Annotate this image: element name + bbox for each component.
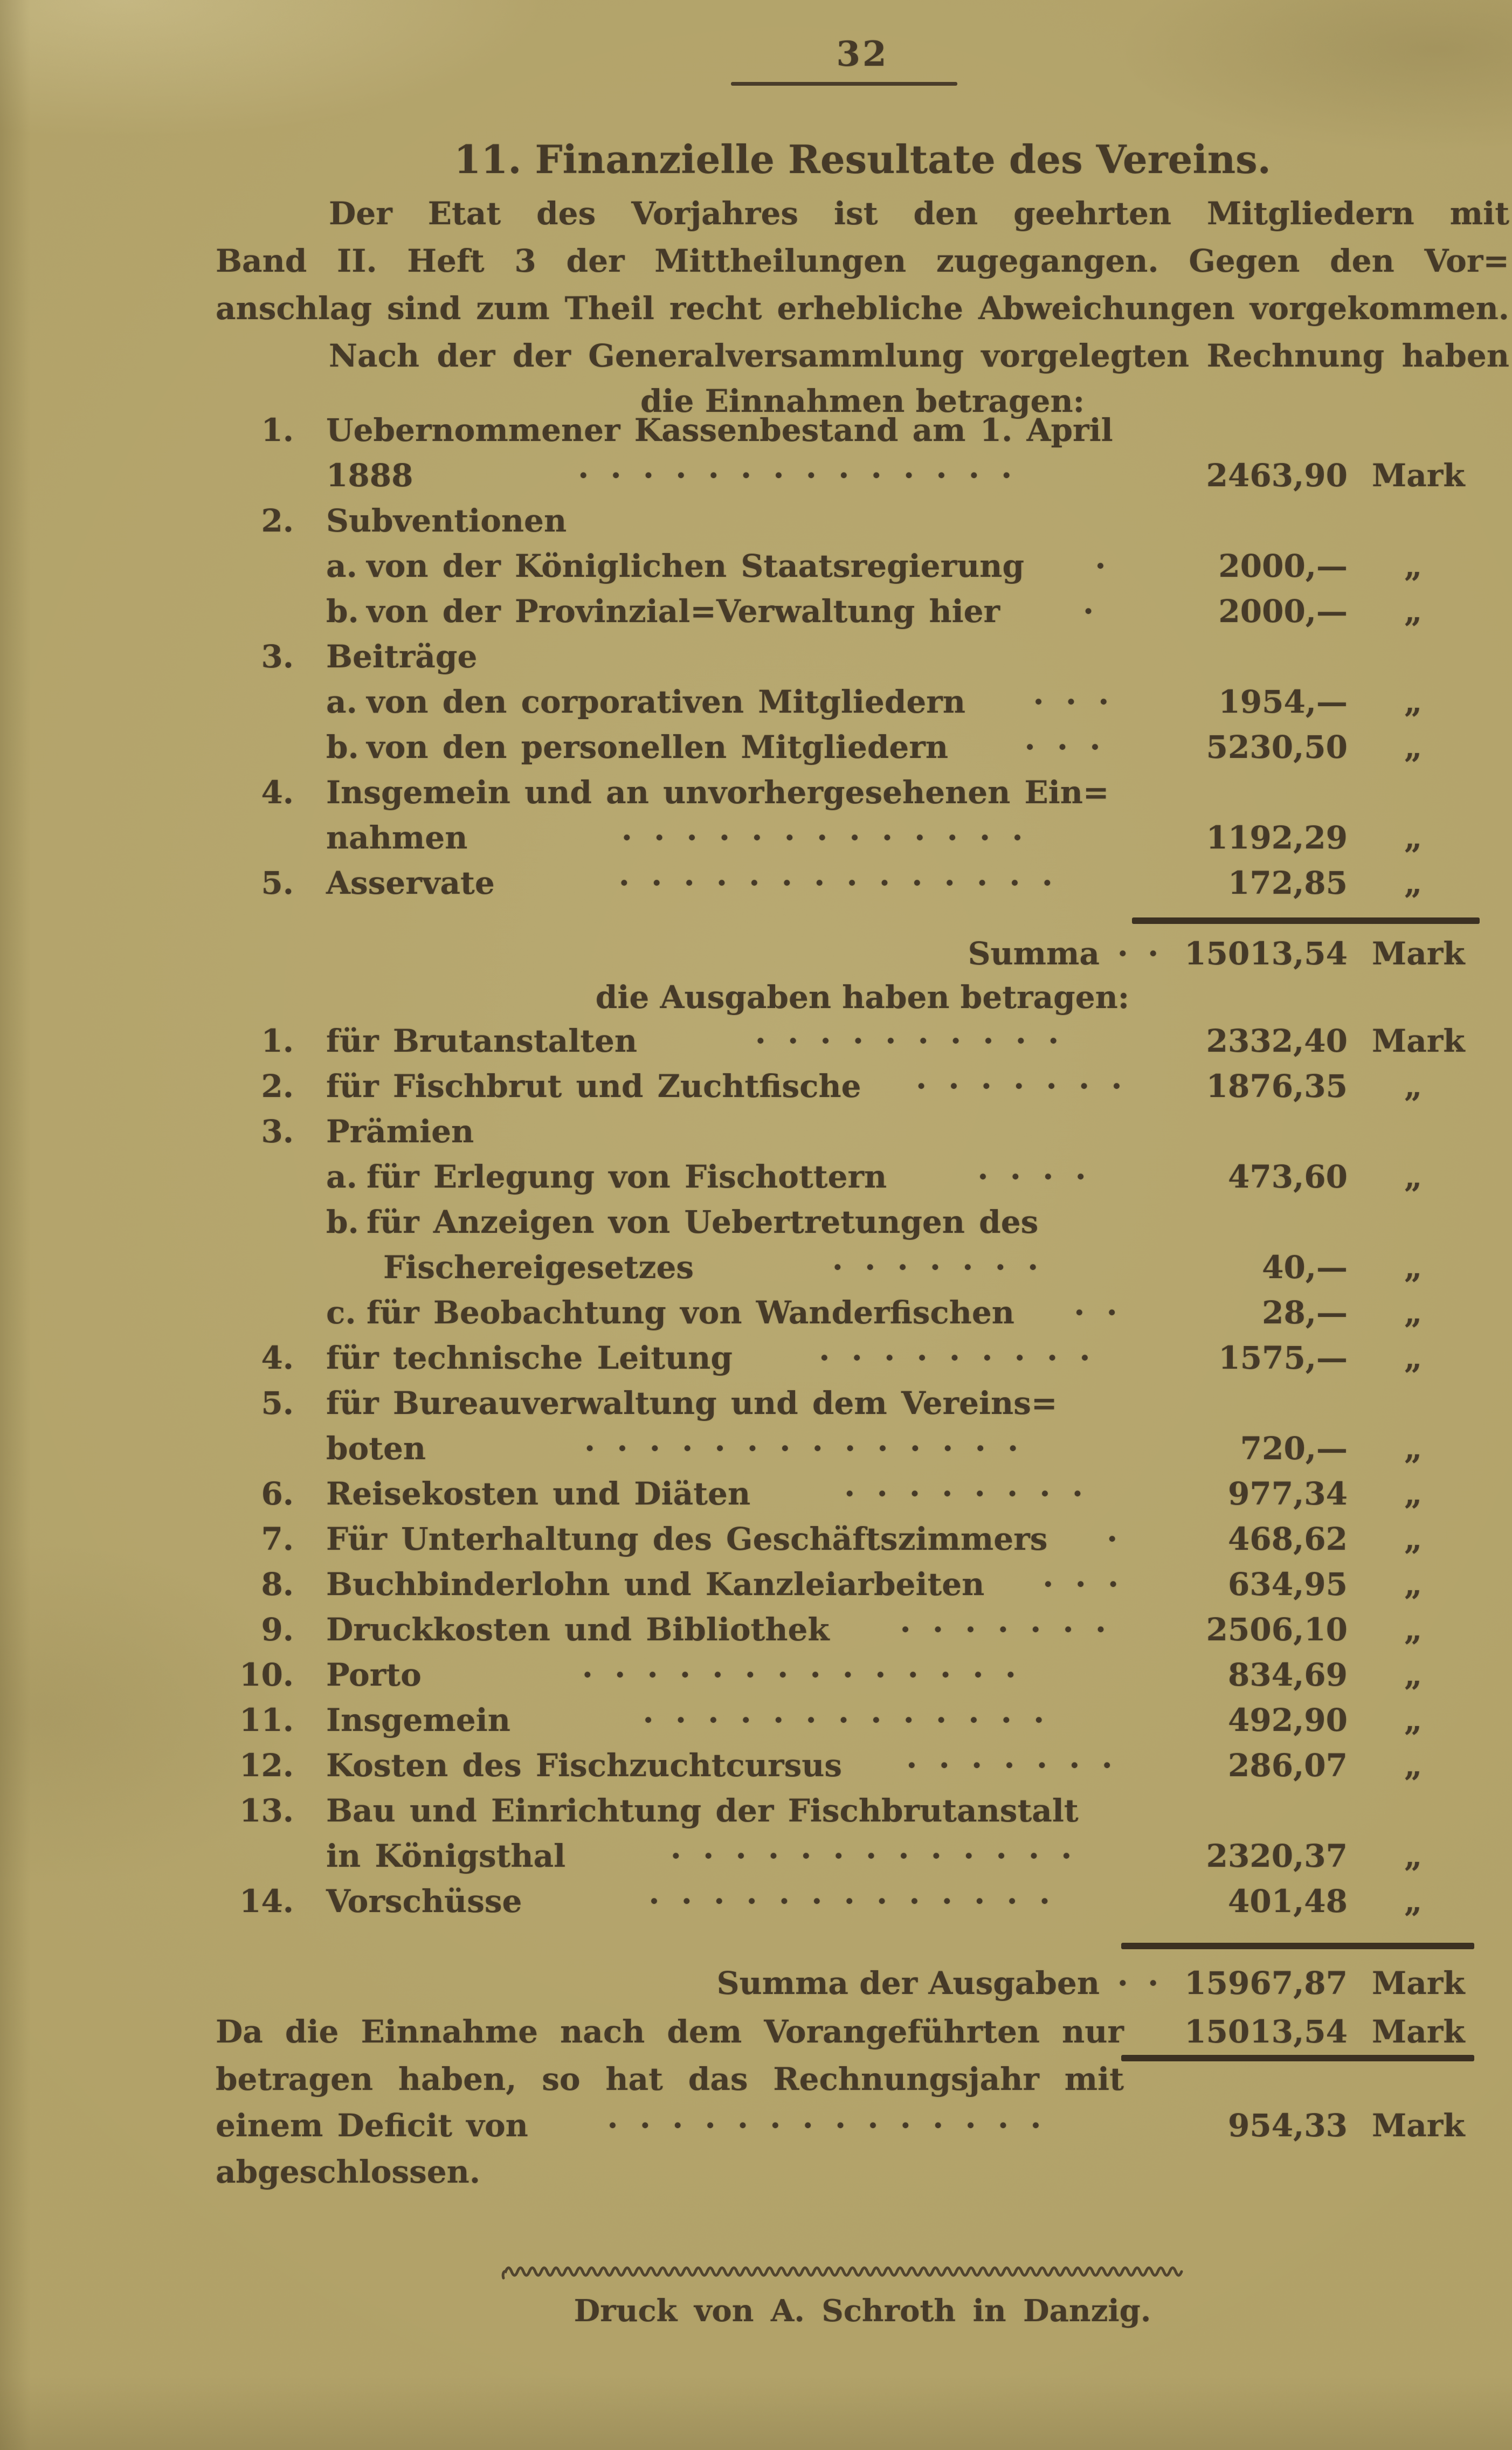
leader-dots [1079,1788,1180,1833]
row-label: Porto [326,1657,422,1693]
table-row [216,1879,1509,1924]
row-unit: Mark [1372,457,1465,494]
income-heading: die Einnahmen betragen: [640,383,1085,419]
row-number: 1. [261,412,294,448]
table-row [216,453,1509,498]
intro-line: Der Etat des Vorjahres ist den geehrten Mitgliedern mit [329,195,1509,232]
table-row [216,543,1509,589]
expense-total-row [216,1961,1509,2006]
row-number: 8. [261,1566,294,1603]
row-number: 4. [261,774,294,811]
row-label: Asservate [326,865,495,901]
row-unit: „ [1404,1249,1423,1286]
row-number: 2. [261,502,294,539]
row-unit: „ [1404,1430,1423,1467]
table-row [216,1109,1509,1154]
row-number: 1. [261,1023,294,1059]
leader-dots: · · [1117,1965,1163,2002]
expense-total-rule [1121,1943,1474,1949]
row-amount: 2506,10 [1206,1611,1348,1648]
table-row [216,860,1509,906]
row-label: Uebernommener Kassenbestand am 1. April [326,412,1113,448]
row-unit [1348,498,1509,543]
row-unit: „ [1404,1883,1423,1920]
section-title: 11. Finanzielle Resultate des Vereins. [454,136,1271,182]
table-row [216,1833,1509,1879]
income-total-unit: Mark [1372,935,1465,972]
row-amount [1180,498,1348,543]
leader-dots: · · [1117,935,1163,972]
row-unit: „ [1404,1340,1423,1376]
row-unit: „ [1404,1294,1423,1331]
leader-dots: · · · · · · · · · [819,1340,1094,1376]
row-label: Reisekosten und Diäten [326,1475,751,1512]
row-amount [1180,1109,1348,1154]
row-letter: c. [326,1294,356,1331]
row-number: 10. [239,1657,294,1693]
row-unit: „ [1404,1068,1423,1105]
row-label: Fischereigesetzes [383,1249,694,1286]
table-row [216,1381,1509,1426]
row-unit: „ [1404,1158,1423,1195]
row-number [216,453,294,498]
row-unit [1348,634,1509,679]
row-unit: „ [1404,729,1423,765]
row-number: 11. [239,1702,294,1738]
table-row [216,1018,1509,1064]
closing-line [216,2009,1509,2054]
row-label: nahmen [326,819,468,856]
row-label: 1888 [326,457,413,494]
row-amount: 2332,40 [1206,1023,1348,1059]
expense-table [216,1018,1509,1924]
closing-line [216,2056,1509,2102]
row-amount: 634,95 [1228,1566,1348,1603]
row-label: Für Unterhaltung des Geschäftszimmers [326,1521,1048,1557]
row-amount: 28,— [1262,1294,1348,1331]
row-unit: „ [1404,1702,1423,1738]
page-number: 32 [836,34,889,74]
row-amount: 286,07 [1228,1747,1348,1784]
printer-imprint: Druck von A. Schroth in Danzig. [574,2293,1151,2329]
row-unit: „ [1404,1747,1423,1784]
row-unit: Mark [1372,1023,1465,1059]
row-amount: 720,— [1240,1430,1348,1467]
leader-dots: · · · · · · · [906,1747,1116,1784]
row-label: Kosten des Fischzuchtcursus [326,1747,843,1784]
closing-unit: Mark [1372,2107,1465,2144]
table-row [216,1245,1509,1290]
row-unit: „ [1404,1566,1423,1603]
row-amount: 977,34 [1228,1475,1348,1512]
row-number [216,1245,294,1290]
row-number [216,1426,294,1471]
row-amount [1180,1788,1348,1833]
leader-dots: · · · · · · · · · · · · · · [578,457,1016,494]
row-unit: „ [1404,1611,1423,1648]
table-row [216,724,1509,770]
row-label: Insgemein [326,1702,510,1738]
closing-amount: 15013,54 [1184,2013,1348,2050]
closing-text: abgeschlossen. [216,2154,481,2190]
row-label: für Bureauverwaltung und dem Vereins= [326,1385,1058,1421]
row-amount [1180,1381,1348,1426]
leader-dots [1038,1199,1180,1245]
closing-line [216,2103,1509,2148]
leader-dots: · · · · · · · · · · · · · · [607,2107,1045,2144]
leader-dots: · [1095,548,1110,584]
page-number-rule [731,82,957,86]
table-row [216,1064,1509,1109]
leader-dots: · · · [1042,1566,1123,1603]
row-label: für Fischbrut und Zuchtfische [326,1068,861,1105]
row-number [216,724,294,770]
row-number [216,1833,294,1879]
row-amount: 2000,— [1218,593,1348,630]
row-unit: „ [1404,1657,1423,1693]
table-row [216,1471,1509,1516]
row-letter: a. [326,548,357,584]
table-row [216,408,1509,453]
leader-dots: · · · · · · · · · · · · · · [582,1657,1020,1693]
row-amount [1180,1199,1348,1245]
leader-dots: · · · · · · · · [844,1475,1087,1512]
intro-paragraph [216,190,1509,379]
table-row [216,1426,1509,1471]
table-row [216,498,1509,543]
row-number: 3. [261,1113,294,1150]
row-label: für Beobachtung von Wanderfischen [367,1294,1014,1331]
income-table [216,408,1509,906]
row-letter: a. [326,1158,357,1195]
table-row [216,1154,1509,1199]
expense-total-unit: Mark [1372,1965,1465,2002]
row-number: 2. [261,1068,294,1105]
row-label: Vorschüsse [326,1883,522,1920]
closing-text: betragen haben, so hat das Rechnungsjahr mit [216,2061,1124,2097]
row-label: boten [326,1430,426,1467]
table-row [216,1607,1509,1652]
row-label: Subventionen [326,502,567,539]
row-unit: „ [1404,548,1423,584]
row-amount [1180,770,1348,815]
table-row [216,589,1509,634]
table-row [216,1290,1509,1335]
intro-line: Nach der der Generalversammlung vorgelegten Rechnung haben [329,337,1509,374]
row-unit: „ [1404,1838,1423,1874]
row-label: für Anzeigen von Uebertretungen des [367,1204,1039,1240]
leader-dots: · · · [1033,684,1113,720]
leader-dots: · · · · · · · [916,1068,1126,1105]
row-number: 4. [261,1340,294,1376]
closing-line [216,2149,1509,2194]
row-amount: 1876,35 [1206,1068,1348,1105]
table-row [216,1562,1509,1607]
row-label: von der Königlichen Staatsregierung [367,548,1025,584]
leader-dots: · · · · · · · [900,1611,1110,1648]
row-number: 12. [239,1747,294,1784]
row-label: von den corporativen Mitgliedern [367,684,966,720]
row-label: in Königsthal [326,1838,566,1874]
table-row [216,1652,1509,1697]
table-row [216,815,1509,860]
expense-total-label: Summa der Ausgaben [716,1965,1100,2002]
leader-dots: · · · · · · · · · · · · · [621,819,1027,856]
row-amount: 2463,90 [1206,457,1348,494]
table-row [216,679,1509,724]
row-unit: „ [1404,1475,1423,1512]
row-amount: 1954,— [1218,684,1348,720]
row-label: Buchbinderlohn und Kanzleiarbeiten [326,1566,985,1603]
table-row [216,1335,1509,1381]
leader-dots: · · · · · · · · · · · · · [670,1838,1076,1874]
row-unit [1348,770,1509,815]
leader-dots: · · · [1024,729,1104,765]
expense-heading: die Ausgaben haben betragen: [595,979,1130,1016]
row-number [216,679,294,724]
row-number: 9. [261,1611,294,1648]
row-amount: 172,85 [1228,865,1348,901]
row-number: 6. [261,1475,294,1512]
row-label: Prämien [326,1113,474,1150]
leader-dots: · · [1074,1294,1121,1331]
leader-dots: · [1107,1521,1122,1557]
row-unit [1348,408,1509,453]
row-label: von den personellen Mitgliedern [367,729,949,765]
row-number [216,543,294,589]
row-unit: „ [1404,1521,1423,1557]
row-amount [1180,634,1348,679]
leader-dots: · · · · · · · · · · · · · · [618,865,1057,901]
row-unit: „ [1404,684,1423,720]
row-amount: 1192,29 [1206,819,1348,856]
income-total-rule [1132,917,1480,924]
row-amount: 40,— [1262,1249,1348,1286]
table-row [216,770,1509,815]
income-total-label: Summa [968,935,1100,972]
row-unit [1348,1381,1509,1426]
row-label: Bau und Einrichtung der Fischbrutanstalt [326,1792,1079,1829]
row-letter: b. [326,593,359,630]
row-number: 14. [239,1883,294,1920]
row-number: 7. [261,1521,294,1557]
row-unit [1348,1109,1509,1154]
row-number: 13. [239,1792,294,1829]
row-letter: a. [326,684,357,720]
leader-dots [567,498,1180,543]
leader-dots: · · · · · · · · · · · · · [648,1883,1054,1920]
row-number [216,589,294,634]
income-total-row [216,931,1509,976]
intro-line: anschlag sind zum Theil recht erhebliche Abweichungen vorgekommen. [216,290,1509,327]
row-label: für Brutanstalten [326,1023,638,1059]
row-number [216,1199,294,1245]
row-amount: 5230,50 [1206,729,1348,765]
row-amount: 401,48 [1228,1883,1348,1920]
intro-line: Band II. Heft 3 der Mittheilungen zugegangen. Gegen den Vor= [216,243,1509,279]
row-letter: b. [326,1204,359,1240]
row-unit [1348,1788,1509,1833]
row-number [216,815,294,860]
row-label: von der Provinzial=Verwaltung hier [367,593,1000,630]
leader-dots: · · · · · · · · · · · · · · [584,1430,1023,1467]
closing-unit: Mark [1372,2013,1465,2050]
row-amount: 2000,— [1218,548,1348,584]
leader-dots: · · · · [977,1158,1090,1195]
row-amount: 492,90 [1228,1702,1348,1738]
row-amount: 834,69 [1228,1657,1348,1693]
row-unit: „ [1404,865,1423,901]
row-label: Insgemein und an unvorhergesehenen Ein= [326,774,1109,811]
table-row [216,634,1509,679]
row-number [216,1290,294,1335]
table-row [216,1697,1509,1743]
row-unit: „ [1404,819,1423,856]
leader-dots: · · · · · · · [832,1249,1042,1286]
row-letter: b. [326,729,359,765]
row-amount: 468,62 [1228,1521,1348,1557]
closing-text: einem Deficit von [216,2107,528,2144]
row-label: Druckkosten und Bibliothek [326,1611,830,1648]
row-number [216,1154,294,1199]
leader-dots: · [1082,593,1098,630]
row-amount: 2320,37 [1206,1838,1348,1874]
row-unit: „ [1404,593,1423,630]
row-number: 3. [261,638,294,675]
closing-amount: 954,33 [1228,2107,1348,2144]
expense-total-amount: 15967,87 [1184,1965,1348,2002]
row-label: für Erlegung von Fischottern [367,1158,887,1195]
row-label: für technische Leitung [326,1340,733,1376]
leader-dots [1057,1381,1180,1426]
row-unit [1348,1199,1509,1245]
row-number: 5. [261,1385,294,1421]
row-amount [1180,408,1348,453]
leader-dots: · · · · · · · · · · [755,1023,1063,1059]
closing-text: Da die Einnahme nach dem Vorangeführten nur [216,2013,1124,2050]
table-row [216,1788,1509,1833]
row-amount: 473,60 [1228,1158,1348,1195]
leader-dots [477,634,1180,679]
table-row [216,1516,1509,1562]
table-row [216,1743,1509,1788]
table-row [216,1199,1509,1245]
row-label: Beiträge [326,638,478,675]
leader-dots [474,1109,1180,1154]
leader-dots: · · · · · · · · · · · · · [643,1702,1048,1738]
wavy-divider [501,2263,1191,2282]
income-total-amount: 15013,54 [1184,935,1348,972]
row-amount: 1575,— [1218,1340,1348,1376]
row-number: 5. [261,865,294,901]
leader-dots [1109,770,1180,815]
leader-dots [1113,408,1180,453]
